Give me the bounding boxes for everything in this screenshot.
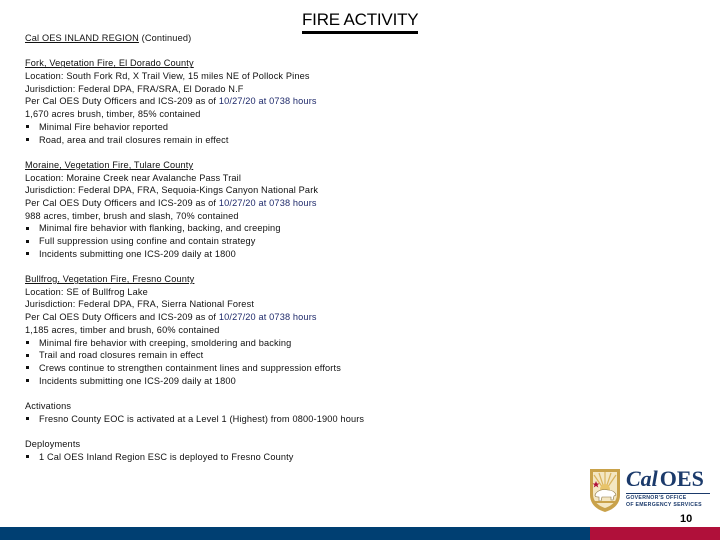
tagline-line-1: GOVERNOR'S OFFICE (626, 495, 687, 501)
activations-heading: Activations (25, 400, 72, 411)
source-date: 10/27/20 at 0738 hours (218, 96, 317, 107)
incident-location: Location: Moraine Creek near Avalanche Pass Trail (25, 172, 242, 183)
incident-location: Location: South Fork Rd, X Trail View, 15 miles NE of Pollock Pines (25, 71, 310, 82)
footer-bar-red (590, 527, 720, 540)
deployments-heading: Deployments (25, 439, 81, 449)
incident-jurisdiction: Jurisdiction: Federal DPA, FRA/SRA, El Dorado N.F (25, 83, 244, 94)
list-item: Minimal fire behavior with creeping, smoldering and backing (25, 337, 585, 350)
shield-bear-icon (588, 467, 622, 513)
page-number: 10 (680, 513, 693, 525)
source-prefix: Per Cal OES Duty Officers and ICS-209 as of (25, 197, 219, 208)
cal-oes-logo (588, 467, 714, 515)
list-item: Crews continue to strengthen containment lines and suppression efforts (25, 362, 585, 375)
incident-summary: 988 acres, timber, brush and slash, 70% contained (25, 210, 239, 221)
footer-bar (0, 527, 720, 540)
list-item: Trail and road closures remain in effect (25, 349, 585, 362)
list-item: Minimal Fire behavior reported (25, 121, 585, 134)
source-prefix: Per Cal OES Duty Officers and ICS-209 as of (25, 312, 219, 323)
incident-source (25, 197, 585, 210)
footer-bar-blue (0, 527, 590, 540)
incident-summary: 1,185 acres, timber and brush, 60% contained (25, 324, 220, 335)
deployments-section (25, 438, 585, 463)
incident-bullfrog (25, 273, 585, 387)
incident-source (25, 311, 585, 324)
source-date: 10/27/20 at 0738 hours (218, 197, 317, 208)
list-item: Fresno County EOC is activated at a Level 1 (Highest) from 0800-1900 hours (25, 413, 585, 426)
incident-moraine (25, 159, 585, 261)
page-title: FIRE ACTIVITY (302, 11, 418, 34)
incident-heading: Moraine, Vegetation Fire, Tulare County (25, 159, 194, 170)
incident-location: Location: SE of Bullfrog Lake (25, 286, 148, 297)
list-item: Road, area and trail closures remain in effect (25, 134, 585, 147)
brand-wordmark (626, 467, 704, 491)
brand-oes: OES (659, 466, 704, 491)
tagline-line-2: OF EMERGENCY SERVICES (626, 502, 702, 508)
region-suffix: (Continued) (138, 33, 192, 43)
report-body (25, 32, 585, 463)
region-header (25, 32, 585, 45)
activations-section (25, 400, 585, 425)
source-prefix: Per Cal OES Duty Officers and ICS-209 as of (25, 96, 219, 107)
incident-jurisdiction: Jurisdiction: Federal DPA, FRA, Sierra National Forest (25, 299, 255, 310)
incident-source (25, 95, 585, 108)
list-item: 1 Cal OES Inland Region ESC is deployed to Fresno County (25, 451, 585, 464)
list-item: Minimal fire behavior with flanking, backing, and creeping (25, 222, 585, 235)
brand-tagline (626, 493, 710, 509)
incident-fork (25, 57, 585, 146)
incident-heading: Bullfrog, Vegetation Fire, Fresno County (25, 274, 195, 285)
incident-jurisdiction: Jurisdiction: Federal DPA, FRA, Sequoia-Kings Canyon National Park (25, 185, 319, 196)
incident-heading: Fork, Vegetation Fire, El Dorado County (25, 58, 194, 69)
source-date: 10/27/20 at 0738 hours (218, 312, 317, 323)
brand-cal: Cal (626, 466, 658, 491)
list-item: Incidents submitting one ICS-209 daily at 1800 (25, 375, 585, 388)
incident-summary: 1,670 acres brush, timber, 85% contained (25, 109, 201, 120)
region-name: Cal OES INLAND REGION (25, 33, 139, 43)
list-item: Full suppression using confine and contain strategy (25, 235, 585, 248)
list-item: Incidents submitting one ICS-209 daily at 1800 (25, 248, 585, 261)
